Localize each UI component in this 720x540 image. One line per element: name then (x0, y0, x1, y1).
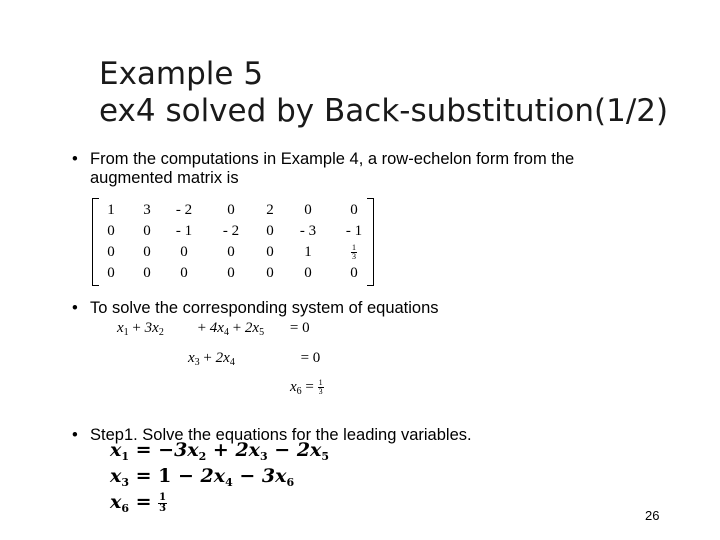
system-eq-1-lhs: $x_1 + 3x_2$ + $4x_4 + 2x_5$ (117, 320, 265, 338)
system-eq-3-rhs: $\frac{1}{3}$ (318, 378, 323, 397)
matrix-cell: 3 (143, 202, 151, 218)
matrix-cell: 0 (227, 265, 235, 281)
matrix-cell: 0 (107, 265, 115, 281)
matrix-cell: $\frac{1}{3}$ (352, 243, 356, 262)
matrix-cell: 0 (227, 244, 235, 260)
system-eq-2-rhs: 0 (312, 350, 321, 366)
system-eq-3-lhs: $x_6$ (290, 379, 302, 397)
solved-eq-3: $x_6$ = $\frac{1}{3}$ (110, 491, 167, 515)
matrix-cell: - 3 (299, 223, 317, 239)
matrix-cell: 0 (143, 244, 151, 260)
solved-eq-2: $x_3 = 1 - 2x_4 - 3x_6$ (110, 465, 295, 489)
matrix-cell: 0 (266, 265, 274, 281)
system-eq-1-rhs: 0 (302, 320, 310, 336)
matrix-cell: 1 (304, 244, 312, 260)
matrix-cell: 0 (227, 202, 235, 218)
bullet-text: To solve the corresponding system of equations (90, 299, 439, 317)
slide-title (99, 56, 699, 130)
page-number: 26 (645, 508, 660, 523)
matrix-cell: 0 (107, 244, 115, 260)
bullet-marker: • (72, 299, 78, 317)
matrix-cell: 0 (143, 265, 151, 281)
system-eq-2-lhs: $x_3 + 2x_4$ (188, 350, 235, 368)
matrix-cell: 0 (304, 265, 312, 281)
matrix-cell: 0 (107, 223, 115, 239)
matrix-cell: 0 (350, 202, 358, 218)
title-line-1: Example 5 (99, 56, 264, 92)
matrix-cell: 0 (266, 223, 274, 239)
matrix-cell: 1 (107, 202, 115, 218)
bullet-text: From the computations in Example 4, a row-echelon form from the augmented matrix is (90, 150, 575, 187)
matrix-cell: - 2 (222, 223, 240, 239)
matrix-cell: - 1 (345, 223, 363, 239)
title-line-2: ex4 solved by Back-substitution(1/2) (99, 93, 669, 129)
system-eq-1: $x_1 + 3x_2$ + $4x_4 + 2x_5 = 0$ (117, 320, 310, 338)
matrix-cell: - 1 (175, 223, 193, 239)
matrix-cell: 0 (266, 244, 274, 260)
system-eq-3: $x_6$ = $\frac{1}{3}$ (290, 378, 323, 397)
matrix-cell: 0 (143, 223, 151, 239)
system-eq-2: $x_3 + 2x_4 = 0$ (188, 350, 321, 368)
matrix-cell: 2 (266, 202, 274, 218)
bullet-text: Step1. Solve the equations for the leading variables. (90, 426, 472, 444)
matrix-cell: 0 (180, 244, 188, 260)
bullet-marker: • (72, 426, 78, 444)
solved-eq-1: $x_1 = -3x_2 + 2x_3 - 2x_5$ (110, 439, 330, 463)
matrix-cell: 0 (350, 265, 358, 281)
matrix-cell: 0 (180, 265, 188, 281)
augmented-matrix (92, 198, 374, 286)
matrix-cell: 0 (304, 202, 312, 218)
bullet-marker: • (72, 150, 78, 168)
matrix-cell: - 2 (175, 202, 193, 218)
